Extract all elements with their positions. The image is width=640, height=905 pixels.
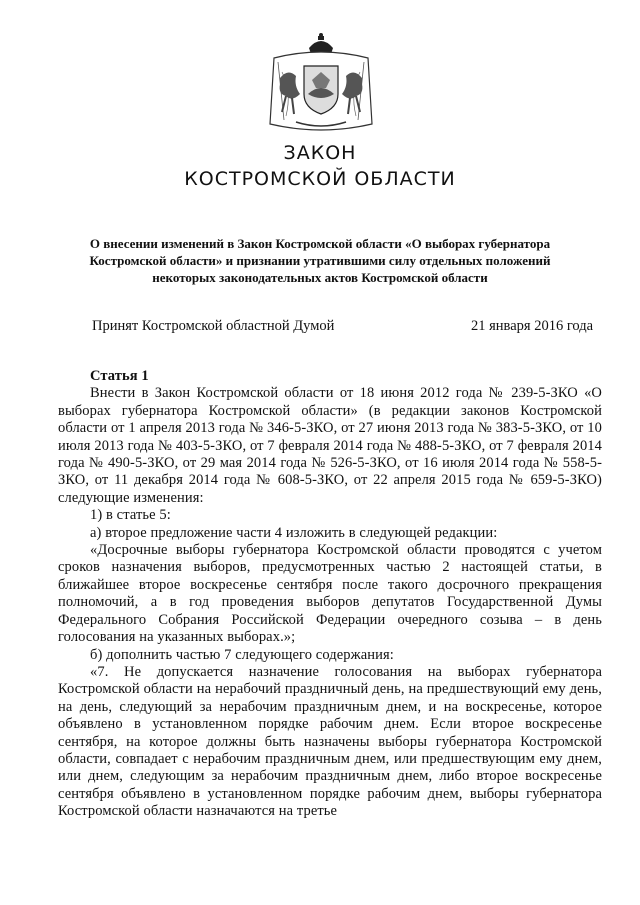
article-title: Статья 1 — [90, 368, 149, 384]
paragraph: «Досрочные выборы губернатора Костромской области проводятся с учетом сроков назначения выборов, предусмотренных частью 2 настоящей статьи, в ближайшее второе воскресенье сентября после такого досрочного прекращения полномочий, а в год проведения выборов депутатов Государственной Думы Федерального Собрания Российской Федерации очередного созыва – в день голосования на указанных выборах.»; — [58, 542, 602, 646]
adopted-by: Принят Костромской областной Думой — [92, 318, 335, 334]
law-subtitle: О внесении изменений в Закон Костромской области «О выборах губернатора Костромской области» и признании утратившими силу отдельных положений некоторых законодательных актов Костромской области — [89, 236, 551, 285]
kostroma-coat-of-arms-icon — [262, 32, 380, 136]
paragraph: 1) в статье 5: — [90, 507, 171, 524]
region-title: КОСТРОМСКОЙ ОБЛАСТИ — [184, 168, 456, 190]
article-body — [58, 368, 602, 821]
paragraph: Внести в Закон Костромской области от 18 июня 2012 года № 239-5-ЗКО «О выборах губернатора Костромской области» (в редакции законов Костромской области от 1 апреля 2013 года № 346-5-ЗКО, от 27 июня 2013 года № 383-5-ЗКО, от 10 июля 2013 года № 403-5-ЗКО, от 7 февраля 2014 года № 488-5-ЗКО, от 7 февраля 2014 года № 490-5-ЗКО, от 29 мая 2014 года № 526-5-ЗКО, от 16 июля 2014 года № 558-5-ЗКО, от 11 декабря 2014 года № 608-5-ЗКО, от 22 апреля 2015 года № 659-5-ЗКО) следующие изменения: — [58, 385, 602, 506]
law-title: ЗАКОН — [283, 142, 357, 164]
paragraph: «7. Не допускается назначение голосования на выборах губернатора Костромской области на нерабочий праздничный день, на предшествующий ему день, на день, следующий за нерабочим праздничным днем, и на воскресенье, которое объявлено в установленном порядке рабочим днем. Если второе воскресенье сентября, на которое должны быть назначены выборы губернатора Костромской области, совпадает с нерабочим праздничным днем, или предшествующим ему днем, или днем, следующим за нерабочим праздничным днем, либо второе воскресенье сентября объявлено в установленном порядке рабочим днем, выборы губернатора Костромской области назначаются на третье — [58, 663, 602, 820]
adopted-date: 21 января 2016 года — [471, 318, 594, 334]
paragraph: б) дополнить частью 7 следующего содержания: — [90, 646, 394, 663]
paragraph: а) второе предложение части 4 изложить в следующей редакции: — [90, 524, 498, 541]
